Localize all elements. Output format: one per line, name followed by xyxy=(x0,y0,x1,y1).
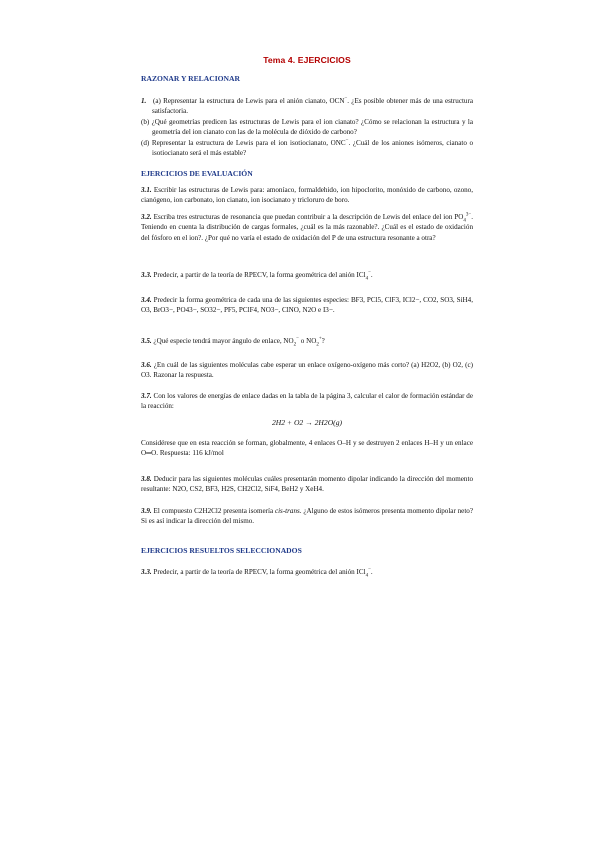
exercise-3-6: 3.6. ¿En cuál de las siguientes moléculas cabe esperar un enlace oxígeno-oxígeno más corto? (a) H2O2, (b) O2, (c) O3. Razonar la respuesta. xyxy=(141,361,473,380)
exercise-3-1: 3.1. Escribir las estructuras de Lewis para: amoníaco, formaldehido, ion hipoclorito, monóxido de carbono, ozono, cianógeno, ion carbonato, ion cianato, ion isocianato y tricloruro de boro. xyxy=(141,186,473,205)
question-1d: (d) Representar la estructura de Lewis para el ion isotiocianato, ONC−. ¿Cuál de los aniones isómeros, cianato o isotiocianato será el más estable? xyxy=(141,138,474,158)
exercise-3-7-note: Considérese que en esta reacción se forman, globalmente, 4 enlaces O–H y se destruyen 2 enlaces H–H y un enlace O═O. Respuesta: 116 kJ/mol xyxy=(141,438,473,458)
solved-3-3: 3.3. Predecir, a partir de la teoría de RPECV, la forma geométrica del anión ICl$_4$−. xyxy=(141,567,373,579)
species-list: BF3, PCl5, ClF3, ICl2−, CO2, SO3, SiH4, O3, BrO3−, PO43−, SO32−, PF5, PClF4, NO3−, ClNO, N2O e I3−. xyxy=(141,296,473,315)
exercise-3-4: 3.4. Predecir la forma geométrica de cada una de las siguientes especies: BF3, PCl5, ClF3, ICl2−, CO2, SO3, SiH4, O3, BrO3−, PO43−, SO32−, PF5, PClF4, NO3−, ClNO, N2O e I3−. xyxy=(141,296,473,315)
section-razonar: RAZONAR Y RELACIONAR xyxy=(141,74,241,83)
exercise-3-9: 3.9. El compuesto C2H2Cl2 presenta isomería cis-trans. ¿Alguno de estos isómeros presenta momento dipolar neto? Si es así indicar la dirección del mismo. xyxy=(141,507,473,526)
question-number: 1. xyxy=(141,97,147,105)
section-resueltos: EJERCICIOS RESUELTOS SELECCIONADOS xyxy=(141,546,302,555)
reaction-equation: 2H2 + O2 → 2H2O(g) xyxy=(271,417,343,427)
species-list: N2O, CS2, BF3, H2S, CH2Cl2, SiF4, BeH2 y XeH4. xyxy=(172,485,324,494)
section-evaluacion: EJERCICIOS DE EVALUACIÓN xyxy=(141,169,253,178)
question-1b: (b) ¿Qué geometrías predicen las estructuras de Lewis para el ion cianato? ¿Cómo se relacionan la estructura y la geometría del ion cianato con las de la molécula de dióxido de carbono? xyxy=(141,117,473,137)
exercise-3-3: 3.3. Predecir, a partir de la teoría de RPECV, la forma geométrica del anión ICl$_4$−. xyxy=(141,270,373,282)
question-1 xyxy=(141,96,473,158)
exercise-3-8: 3.8. Deducir para las siguientes moléculas cuáles presentarán momento dipolar indicando la dirección del momento resultante: N2O, CS2, BF3, H2S, CH2Cl2, SiF4, BeH2 y XeH4. xyxy=(141,475,473,494)
exercise-3-2: 3.2. Escriba tres estructuras de resonancia que puedan contribuir a la descripción de Lewis del enlace del ion $PO_4^{3-}$. Teniendo en cuenta la distribución de cargas formales, ¿cuál es la más razonable?. ¿Cuál es el estado de oxidación del fósforo en el ion?. ¿Por qué no varía el estado de oxidación del P de una estructura resonante a otra? xyxy=(141,212,474,242)
page-title: Tema 4. EJERCICIOS xyxy=(263,55,351,65)
question-1a: 1. (a) Representar la estructura de Lewis para el anión cianato, OCN−. ¿Es posible obtener más de una estructura satisfactoria. xyxy=(141,96,473,116)
exercise-3-5: 3.5. ¿Qué especie tendrá mayor ángulo de enlace, $NO_2^-$ o $NO_2^+$? xyxy=(141,336,325,348)
exercise-3-7: 3.7. Con los valores de energías de enlace dadas en la tabla de la página 3, calcular el calor de formación estándar de la reacción: 2H2 + O2 → 2H2O(g) Considérese que en esta reacción se forman, globalmente, 4 enlaces O–H y se destruyen 2 enlaces H–H y un enlace O═O. Respuesta: 116 kJ/mol xyxy=(141,392,473,458)
